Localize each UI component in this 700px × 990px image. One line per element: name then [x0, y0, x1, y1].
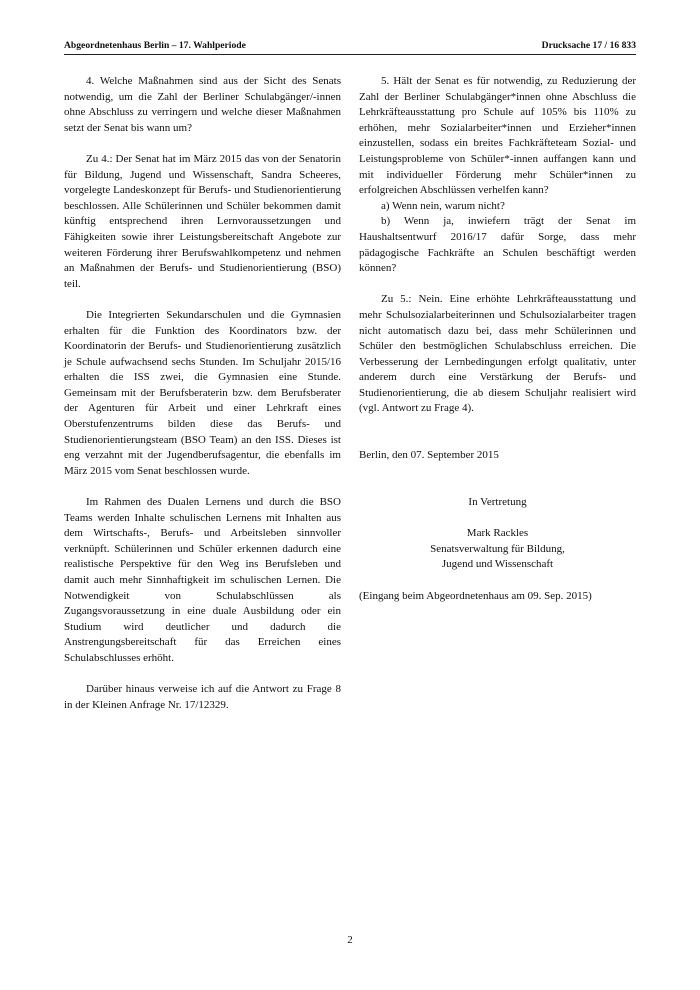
question-5-a: a) Wenn nein, warum nicht? [381, 199, 505, 212]
page-header [64, 40, 636, 55]
signer-office-line-1: Senatsverwaltung für Bildung, [430, 542, 565, 555]
signer-office-line-2: Jugend und Wissenschaft [441, 558, 554, 571]
question-5-b: b) Wenn ja, inwiefern trägt der Senat im Haushaltsentwurf 2016/17 dafür Sorge, dass mehr pädagogische Fachkräfte an Schulen beschäftigt werden können? [359, 215, 636, 275]
right-column [359, 74, 636, 620]
answer-4-paragraph-2: Die Integrierten Sekundarschulen und die Gymnasien erhalten für die Funktion des Koordinators bzw. der Koordinatorin der Berufs- und Studienorientierung zusätzlich je Schule aufwachsend sechs Stunden. Im Schuljahr 2015/16 erhalten die ISS zwei, die Gymnasien eine Stunde. Gemeinsam mit der Berufsberaterin bzw. dem Berufsberater der Agenturen für Arbeit und einer Lehrkraft eines Oberstufenzentrums bilden diese das Berufs- und Studienorientierungsteam (BSO Team) an den ISS. Dieses ist eng verzahnt mit der Jugendberufsagentur, die ebenfalls im März 2015 vom Senat beschlossen wurde. [64, 308, 341, 477]
question-4: 4. Welche Maßnahmen sind aus der Sicht des Senats notwendig, um die Zahl der Berliner Schulabgänger/-innen ohne Abschluss zu verringern und welche dieser Maßnahmen setzt der Senat bis wann um? [64, 75, 341, 134]
header-parliament: Abgeordnetenhaus Berlin – 17. Wahlperiode [64, 40, 246, 51]
left-column [64, 74, 341, 729]
answer-4-paragraph-4: Darüber hinaus verweise ich auf die Antwort zu Frage 8 in der Kleinen Anfrage Nr. 17/12329. [64, 683, 341, 711]
in-vertretung: In Vertretung [468, 496, 527, 509]
answer-5: Zu 5.: Nein. Eine erhöhte Lehrkräfteausstattung und mehr Schulsozialarbeiterinnen und Schulsozialarbeiter tragen nicht automatisch dazu bei, dass mehr Schülerinnen und Schüler den bestmöglichen Schulabschluss erreichen. Die Verbesserung der Lernbedingungen erfolgt qualitativ, unter anderem durch eine Verstärkung der Berufs- und Studienorientierung, die ab diesem Schuljahr realisiert wird (vgl. Antwort zu Frage 4). [359, 293, 636, 415]
date-line: Berlin, den 07. September 2015 [359, 449, 499, 462]
page-number: 2 [347, 934, 353, 946]
header-document-number: Drucksache 17 / 16 833 [541, 40, 636, 51]
signer-name: Mark Rackles [466, 527, 529, 540]
receipt-note: (Eingang beim Abgeordnetenhaus am 09. Sep. 2015) [359, 589, 592, 602]
answer-4-paragraph-1: Zu 4.: Der Senat hat im März 2015 das von der Senatorin für Bildung, Jugend und Wissenschaft, Sandra Scheeres, vorgelegte Landeskonzept für Berufs- und Studienorientierung beschlossen. Alle Schülerinnen und Schüler bekommen damit künftig entsprechend ihren Lernvoraussetzungen und Fähigkeiten sowie ihrer Leistungsbereitschaft Angebote zur weiteren Förderung ihrer Berufswahlkompetenz und nehmen an Maßnahmen der Berufs- und Studienorientierung (BSO) teil. [64, 152, 341, 290]
answer-4-paragraph-3: Im Rahmen des Dualen Lernens und durch die BSO Teams werden Inhalte schulischen Lernens mit Inhalten aus dem Wirtschafts-, Berufs- und Arbeitsleben sinnvoller verknüpft. Schülerinnen und Schüler erkennen dadurch eine realistische Perspektive für den Weg ins Berufsleben und damit auch mehr Sinnhaftigkeit im schulischen Lernen. Die Notwendigkeit von Schulabschlüssen als Zugangsvoraussetzung in eine duale Ausbildung oder ein Studium wird deutlicher und dadurch die Anstrengungsbereitschaft für das Erreichen eines Schulabschlusses erhöht. [64, 496, 341, 664]
question-5: 5. Hält der Senat es für notwendig, zu Reduzierung der Zahl der Berliner Schulabgänger*innen ohne Abschluss die Lehrkräfteausstattung pro Schule auf 105% bis 110% zu erhöhen, mehr Sozialarbeiter*innen und Erzieher*innen einzustellen, sodass ein breites Fachkräfteteam Sozial- und Leistungsprobleme von Schüler*-innen auffangen kann und mit individueller Förderung mehr Schüler*innen zu erfolgreichen Abschlüssen verhelfen kann? [359, 75, 636, 197]
